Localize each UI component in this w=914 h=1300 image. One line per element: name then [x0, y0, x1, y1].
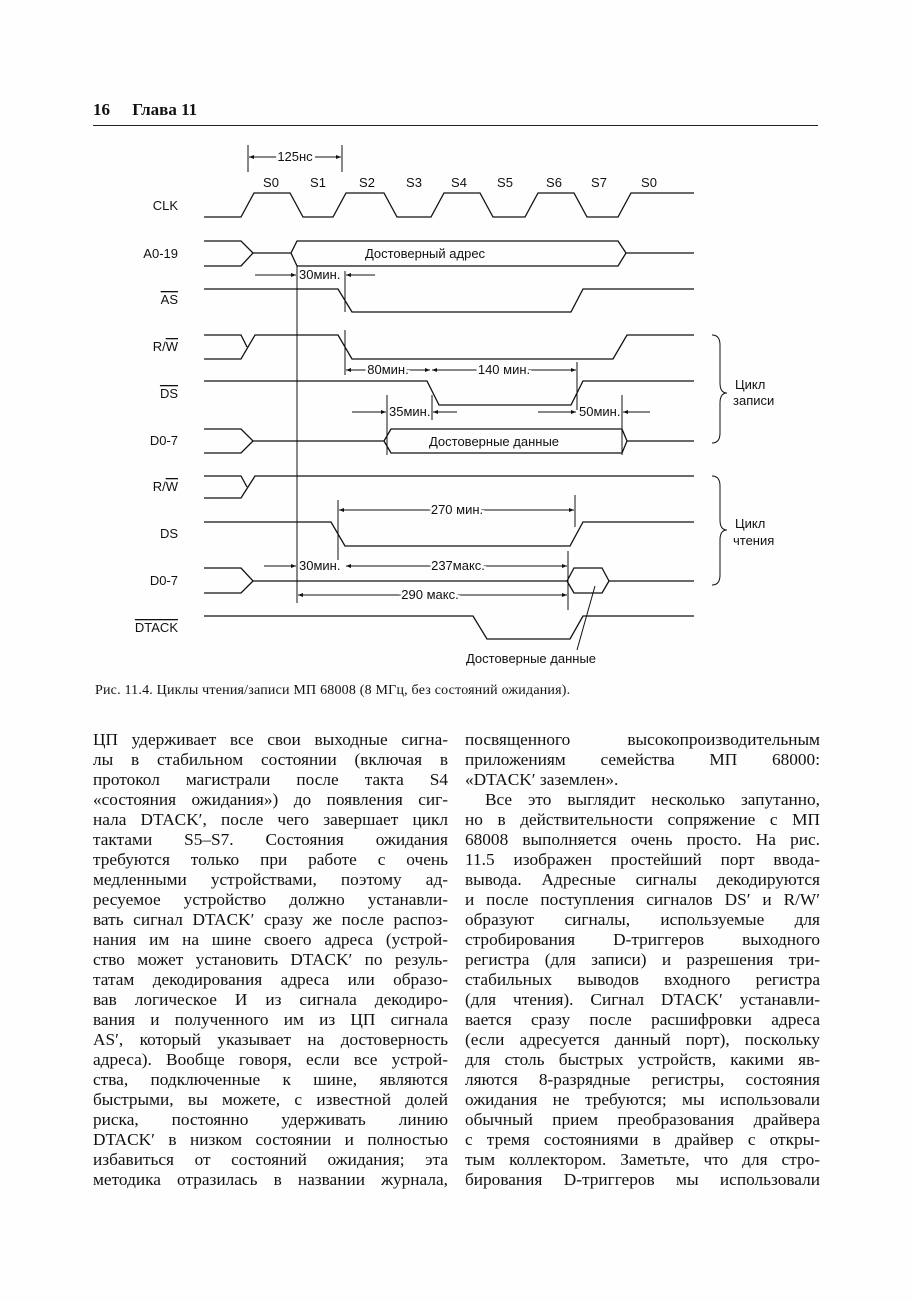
svg-text:Достоверные данные: Достоверные данные [465, 651, 597, 666]
ds-read-waveform [204, 522, 694, 546]
text-line: с тремя состояниями в драйвер с откры- [465, 1130, 820, 1149]
text-line: для столь быстрых устройств, какими яв- [465, 1050, 820, 1069]
address-bus-waveform [204, 241, 694, 266]
state-label: S2 [359, 175, 375, 190]
signal-label-rw-write: R/W [152, 339, 178, 354]
state-labels [263, 175, 657, 190]
signal-label-ds-write: DS [159, 386, 178, 401]
signal-labels [135, 198, 179, 635]
timing-35 [352, 404, 457, 419]
text-line: вания и полученного им из ЦП сигнала [93, 1010, 448, 1029]
text-line: регистра (для записи) и разрешения три- [465, 950, 820, 969]
svg-text:270 мин.: 270 мин. [430, 502, 484, 517]
state-label: S1 [310, 175, 326, 190]
svg-text:30мин.: 30мин. [299, 558, 341, 573]
text-line: быстрыми, вы можете, с известной долей [93, 1090, 448, 1109]
text-line: тактами S5–S7. Состояния ожидания [93, 830, 448, 849]
text-line: 11.5 изображен простейший порт ввода- [465, 850, 820, 869]
state-label: S7 [591, 175, 607, 190]
text-line: образуют сигналы, используемые для [465, 910, 820, 929]
svg-text:140 мин.: 140 мин. [477, 362, 531, 377]
read-cycle-brace [712, 476, 774, 585]
svg-text:35мин.: 35мин. [389, 404, 431, 419]
state-label: S4 [451, 175, 467, 190]
text-line: ЦП удерживает все свои выходные сигна- [93, 730, 448, 749]
timing-290 [298, 587, 567, 602]
state-label: S3 [406, 175, 422, 190]
text-line: приложениям семейства МП 68000: [465, 750, 820, 769]
signal-label-data-read: D0-7 [149, 573, 178, 588]
signal-label-addr: A0-19 [143, 246, 178, 261]
timing-140 [432, 362, 576, 377]
text-line: протокол магистрали после такта S4 [93, 770, 448, 789]
svg-text:237макс.: 237макс. [431, 558, 485, 573]
text-line: (если адресуется данный порт), поскольку [465, 1030, 820, 1049]
text-line: 68008 выполняется очень просто. На рис. [465, 830, 820, 849]
state-label: S0 [263, 175, 279, 190]
text-line: лы в стабильном состоянии (включая в [93, 750, 448, 769]
text-line: AS′, который указывает на достоверность [93, 1030, 448, 1049]
svg-text:80мин.: 80мин. [367, 362, 409, 377]
text-line: Все это выглядит несколько запутанно, [485, 790, 820, 809]
signal-label-dtack: DTACK [134, 620, 178, 635]
as-waveform [204, 289, 694, 312]
svg-text:290 макс.: 290 макс. [401, 587, 459, 602]
svg-text:30мин.: 30мин. [299, 267, 341, 282]
text-line: стабильных выводов входного регистра [465, 970, 820, 989]
text-line: адреса). Вообще говоря, если все устрой- [93, 1050, 448, 1069]
chapter-title: Глава 11 [132, 100, 198, 119]
timing-30-write [255, 267, 375, 282]
svg-text:чтения: чтения [733, 533, 775, 548]
data-valid-label: Достоверные данные [428, 434, 560, 449]
text-line: ство может установить DTACK′ по резуль- [93, 950, 448, 969]
rw-read-waveform [204, 476, 694, 498]
signal-label-ds-read: DS [159, 526, 178, 541]
data-write-waveform [204, 429, 694, 453]
period-label: 125нс [277, 149, 313, 164]
text-line: посвященного высокопроизводительным [465, 730, 820, 749]
svg-text:записи: записи [733, 393, 775, 408]
body-column-right [465, 730, 820, 1190]
text-line: бирования D-триггеров мы использовали [465, 1170, 820, 1189]
text-line: DTACK′ в низком состоянии и полностью [93, 1130, 448, 1149]
timing-50 [538, 404, 650, 419]
timing-270 [339, 502, 574, 517]
signal-label-rw-read: R/W [152, 479, 178, 494]
text-line: татам декодирования адреса или образо- [93, 970, 448, 989]
period-dimension [248, 145, 342, 172]
figure-caption: Рис. 11.4. Циклы чтения/записи МП 68008 (8 МГц, без состояний ожидания). [95, 683, 571, 698]
text-line: требуются только при работе с очень [93, 850, 448, 869]
write-cycle-brace [712, 335, 774, 443]
text-line: вается сразу после расшифровки адреса [465, 1010, 820, 1029]
text-line: и после поступления сигналов DS′ и R/W′ [465, 890, 820, 909]
svg-text:50мин.: 50мин. [579, 404, 621, 419]
text-line: ляются 8-разрядные регистры, состояния [465, 1070, 820, 1089]
page-number: 16 [93, 100, 110, 119]
timing-30-read [264, 558, 340, 573]
text-line: ожидания не требуются; мы использовали [465, 1090, 820, 1109]
text-line: но в действительности сопряжение с МП [465, 810, 820, 829]
dtack-waveform [204, 616, 694, 639]
text-line: тым коллектором. Заметьте, что для стро- [465, 1150, 820, 1169]
signal-label-data-write: D0-7 [149, 433, 178, 448]
text-line: вывода. Адресные сигналы декодируются [465, 870, 820, 889]
text-line: (для чтения). Сигнал DTACK′ устанавли- [465, 990, 820, 1009]
text-line: стробирования D-триггеров выходного [465, 930, 820, 949]
state-label: S5 [497, 175, 513, 190]
text-line: избавиться от состояний ожидания; эта [93, 1150, 448, 1169]
state-label: S0 [641, 175, 657, 190]
text-line: обычный прием преобразования драйвера [465, 1110, 820, 1129]
address-valid-label: Достоверный адрес [364, 246, 486, 261]
text-line: ресуемое устройство должно устанавли- [93, 890, 448, 909]
rw-write-waveform [204, 335, 694, 359]
body-column-left [93, 730, 448, 1190]
state-label: S6 [546, 175, 562, 190]
text-line: нания им на шине своего адреса (устрой- [93, 930, 448, 949]
text-line: риска, постоянно удерживать линию [93, 1110, 448, 1129]
text-line: ства, подключенные к шине, являются [93, 1070, 448, 1089]
text-line: вать сигнал DTACK′ сразу же после распоз- [93, 910, 448, 929]
timing-237 [346, 558, 567, 573]
signal-label-as: AS [160, 292, 178, 307]
valid-data-annotation [466, 586, 596, 666]
text-line: «состояния ожидания») до появления сиг- [93, 790, 448, 809]
timing-80 [346, 362, 430, 377]
text-line: методика отразилась в названии журнала, [93, 1170, 448, 1189]
text-line: вав логическое И из сигнала декодиро- [93, 990, 448, 1009]
text-line: медленными устройствами, поэтому ад- [93, 870, 448, 889]
svg-text:Цикл: Цикл [735, 377, 766, 392]
clk-waveform [204, 193, 694, 217]
ds-write-waveform [204, 381, 694, 405]
svg-text:Цикл: Цикл [735, 516, 766, 531]
text-line: нала DTACK′, после чего завершает цикл [93, 810, 448, 829]
text-line: «DTACK′ заземлен». [465, 770, 619, 789]
signal-label-clk: CLK [152, 198, 178, 213]
